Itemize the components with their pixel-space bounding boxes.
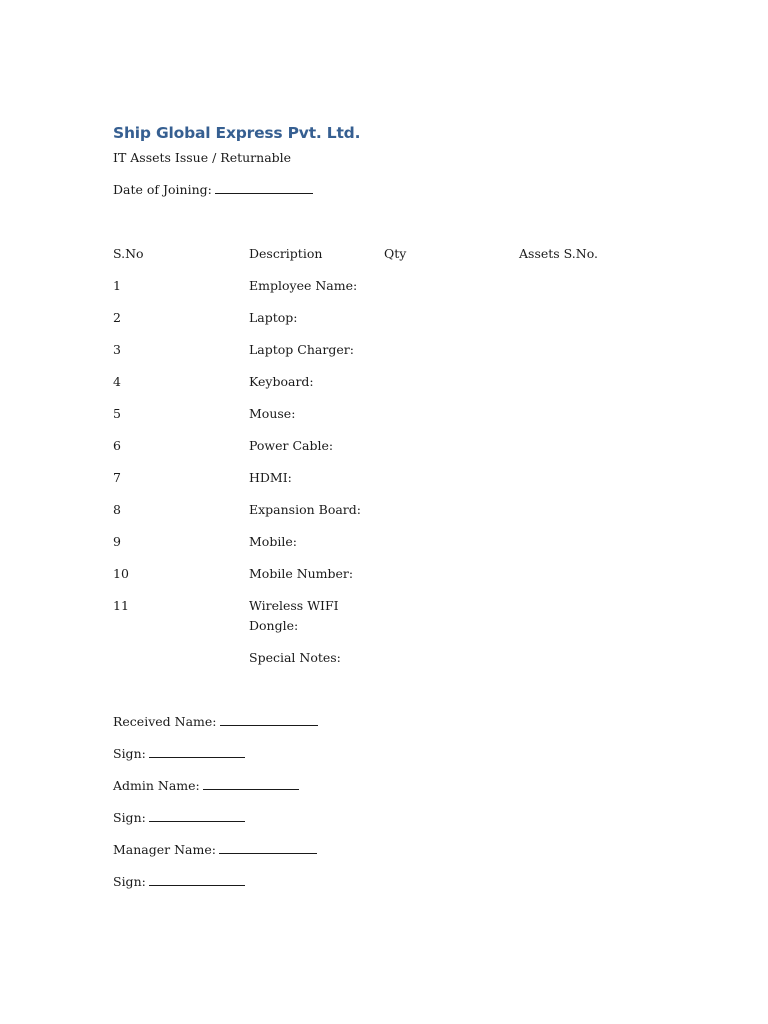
row-description: Laptop Charger:	[249, 342, 354, 357]
table-row	[113, 340, 653, 372]
received-name-line	[113, 712, 318, 744]
table-row	[113, 276, 653, 308]
date-of-joining-line	[113, 180, 313, 200]
sign-blank	[149, 744, 245, 758]
manager-name-label: Manager Name:	[113, 842, 216, 857]
company-title: Ship Global Express Pvt. Ltd.	[113, 124, 361, 142]
table-row	[113, 436, 653, 468]
row-sno: 1	[113, 278, 121, 293]
row-description: Mouse:	[249, 406, 296, 421]
column-header-sno: S.No	[113, 246, 144, 261]
row-sno: 9	[113, 534, 121, 549]
manager-name-line	[113, 840, 318, 872]
row-description: Mobile Number:	[249, 566, 354, 581]
table-row	[113, 372, 653, 404]
column-header-assets-sno: Assets S.No.	[519, 246, 598, 261]
row-sno: 7	[113, 470, 121, 485]
table-row	[113, 468, 653, 500]
admin-name-line	[113, 776, 318, 808]
table-row	[113, 404, 653, 436]
sign-label: Sign:	[113, 874, 146, 889]
date-of-joining-label: Date of Joining:	[113, 182, 212, 197]
received-name-blank	[220, 712, 318, 726]
sign-line	[113, 872, 318, 904]
sign-label: Sign:	[113, 810, 146, 825]
table-header-row	[113, 244, 653, 276]
row-description: Expansion Board:	[249, 502, 361, 517]
received-name-label: Received Name:	[113, 714, 217, 729]
sign-blank	[149, 808, 245, 822]
table-row	[113, 596, 653, 648]
admin-name-blank	[203, 776, 299, 790]
row-sno: 4	[113, 374, 121, 389]
manager-name-blank	[219, 840, 317, 854]
table-row	[113, 500, 653, 532]
row-sno: 8	[113, 502, 121, 517]
form-subtitle: IT Assets Issue / Returnable	[113, 150, 292, 165]
row-description: Laptop:	[249, 310, 298, 325]
row-sno: 2	[113, 310, 121, 325]
row-sno: 11	[113, 598, 129, 613]
row-description: HDMI:	[249, 470, 292, 485]
table-row	[113, 532, 653, 564]
sign-blank	[149, 872, 245, 886]
table-row	[113, 564, 653, 596]
row-description: Special Notes:	[249, 650, 341, 665]
sign-line	[113, 808, 318, 840]
row-sno: 3	[113, 342, 121, 357]
date-of-joining-blank	[215, 180, 313, 194]
signature-block	[113, 712, 318, 904]
column-header-qty: Qty	[384, 246, 407, 261]
row-description: Keyboard:	[249, 374, 314, 389]
sign-line	[113, 744, 318, 776]
admin-name-label: Admin Name:	[113, 778, 200, 793]
row-description: Mobile:	[249, 534, 297, 549]
row-description: Power Cable:	[249, 438, 334, 453]
row-sno: 10	[113, 566, 129, 581]
assets-table	[113, 244, 653, 680]
table-row	[113, 648, 653, 680]
row-sno: 6	[113, 438, 121, 453]
table-row	[113, 308, 653, 340]
sign-label: Sign:	[113, 746, 146, 761]
row-description: Wireless WIFI Dongle:	[249, 598, 339, 633]
row-sno: 5	[113, 406, 121, 421]
column-header-description: Description	[249, 246, 323, 261]
row-description: Employee Name:	[249, 278, 358, 293]
